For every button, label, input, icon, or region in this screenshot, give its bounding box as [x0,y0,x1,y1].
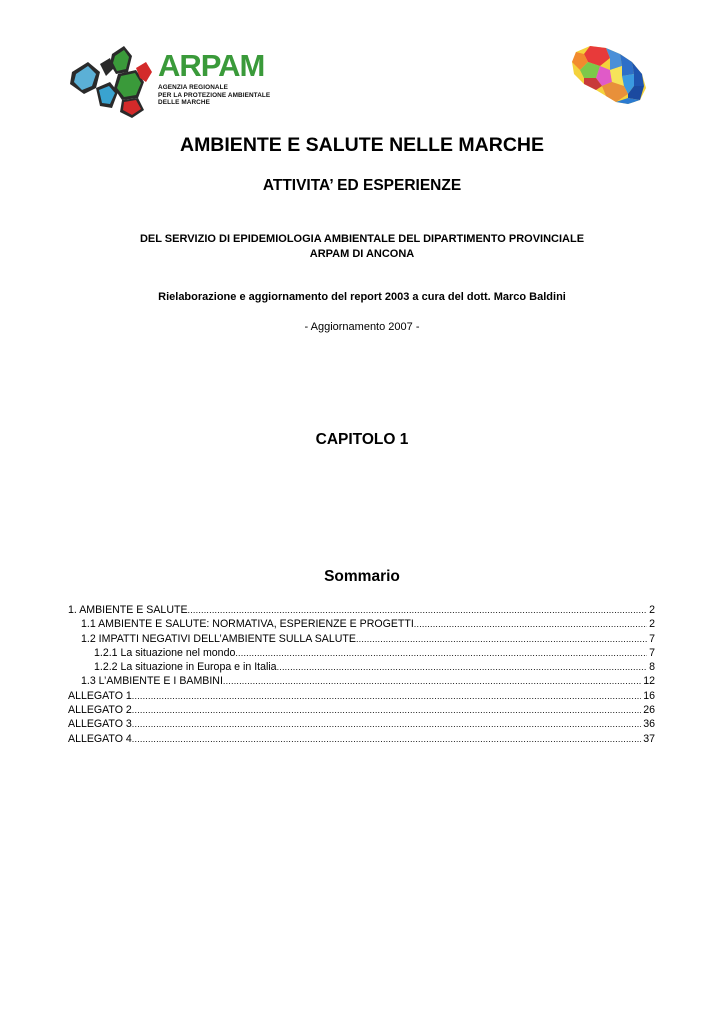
toc-entry-title[interactable]: 1.1 AMBIENTE E SALUTE: NORMATIVA, ESPERIENZE E PROGETTI [81,618,414,631]
document-subtitle: ATTIVITA’ ED ESPERIENZE [262,177,462,194]
toc-entry-page: 8 [649,661,655,674]
toc-entry-title[interactable]: ALLEGATO 2 [68,704,132,717]
toc-entry-title[interactable]: ALLEGATO 4 [68,732,132,745]
brand-subtitle [158,84,298,107]
brand-subtitle-line: AGENZIA REGIONALE [158,84,228,91]
toc-entry[interactable] [68,603,655,617]
toc-entry[interactable] [68,689,655,703]
toc-entry-page: 12 [643,675,655,688]
toc-entry-title[interactable]: ALLEGATO 3 [68,718,132,731]
summary-heading: Sommario [324,568,400,585]
toc-entry-title[interactable]: 1.2 IMPATTI NEGATIVI DELL’AMBIENTE SULLA SALUTE [81,632,356,645]
toc-entry-page: 16 [643,689,655,702]
toc-leader-dots [132,689,641,703]
toc-leader-dots [356,632,647,646]
toc-entry[interactable] [68,703,655,717]
toc-entry[interactable] [68,632,655,646]
brand-name: ARPAM [158,48,265,83]
toc-leader-dots [188,603,648,617]
toc-entry-page: 37 [643,732,655,745]
toc-entry-title[interactable]: 1. AMBIENTE E SALUTE [68,604,188,616]
region-map-icon [566,44,648,106]
toc-entry-page: 2 [649,618,655,631]
toc-leader-dots [132,717,641,731]
toc-entry-page: 7 [649,646,655,659]
update-note: - Aggiornamento 2007 - [304,321,420,333]
chapter-heading: CAPITOLO 1 [315,431,409,448]
toc-entry-title[interactable]: 1.2.2 La situazione in Europa e in Italia [94,661,277,674]
service-description-line: ARPAM DI ANCONA [309,248,415,260]
toc-entry[interactable] [68,660,655,674]
toc-leader-dots [132,703,641,717]
toc-entry-title[interactable]: 1.2.1 La situazione nel mondo [94,646,236,659]
toc-leader-dots [235,646,647,660]
toc-leader-dots [414,617,647,631]
table-of-contents [68,603,655,746]
toc-entry[interactable] [68,646,655,660]
toc-leader-dots [277,660,648,674]
rework-credit: Rielaborazione e aggiornamento del report 2003 a cura del dott. Marco Baldini [158,291,566,303]
service-description-line: DEL SERVIZIO DI EPIDEMIOLOGIA AMBIENTALE DEL DIPARTIMENTO PROVINCIALE [139,233,585,245]
toc-leader-dots [132,732,641,746]
toc-entry-page: 26 [643,704,655,717]
brand-subtitle-line: DELLE MARCHE [158,99,210,107]
toc-entry-page: 2 [649,604,655,616]
toc-entry[interactable] [68,732,655,746]
toc-entry-title[interactable]: ALLEGATO 1 [68,689,132,702]
toc-entry[interactable] [68,717,655,731]
document-title: AMBIENTE E SALUTE NELLE MARCHE [179,134,544,156]
brand-subtitle-line: PER LA PROTEZIONE AMBIENTALE [158,91,271,99]
arpam-logo [66,42,296,120]
toc-entry-title[interactable]: 1.3 L’AMBIENTE E I BAMBINI [81,675,223,688]
toc-entry-page: 7 [649,632,655,645]
toc-entry-page: 36 [643,718,655,731]
toc-entry[interactable] [68,674,655,688]
toc-leader-dots [223,674,641,688]
marche-region-logo-icon [66,42,156,120]
toc-entry[interactable] [68,617,655,631]
